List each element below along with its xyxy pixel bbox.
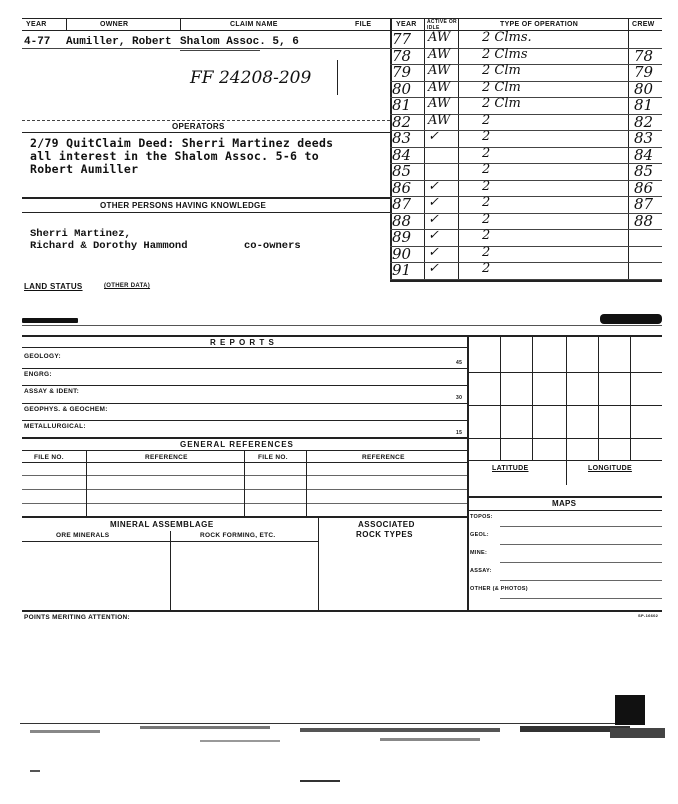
mineral-top-rule: [22, 516, 467, 518]
activity-year: 89: [392, 228, 412, 246]
map-label: GEOL:: [470, 532, 489, 538]
activity-type: 2 Clms: [482, 46, 528, 62]
header-active-idle: ACTIVE OR IDLE: [427, 19, 457, 31]
mineral-assemblage-title: MINERAL ASSEMBLAGE: [110, 520, 214, 529]
col-divider: [628, 18, 629, 280]
activity-year: 78: [392, 46, 412, 65]
grid-line: [467, 460, 662, 461]
maps-title-rule: [467, 510, 662, 511]
form-code: SP-16602: [638, 613, 659, 618]
col-divider: [66, 18, 67, 30]
activity-type: 2 Clm: [482, 79, 521, 95]
activity-status: ✓: [428, 178, 439, 194]
genref-col-line: [86, 450, 87, 516]
activity-type: 2: [482, 261, 491, 276]
operators-title: OPERATORS: [172, 122, 225, 131]
maps-title: MAPS: [552, 499, 577, 508]
rock-forming-label: ROCK FORMING, ETC.: [200, 532, 276, 539]
map-row-rule: [500, 562, 662, 563]
operators-line-2: all interest in the Shalom Assoc. 5-6 to: [30, 149, 319, 163]
operators-top-rule: [22, 120, 390, 121]
header-owner: OWNER: [100, 21, 129, 28]
activity-year: 90: [392, 244, 412, 263]
grid-line: [467, 405, 662, 406]
activity-status: AW: [428, 30, 451, 45]
activity-type: 2 Clms.: [482, 30, 532, 45]
activity-type: 2: [482, 112, 491, 128]
latitude-label: LATITUDE: [492, 465, 529, 472]
land-status-label: LAND STATUS: [24, 282, 83, 291]
scan-smudge: [22, 318, 78, 323]
activity-status: ✓: [428, 211, 439, 227]
report-row-rule: [22, 420, 467, 421]
file-reference-handwritten: FF 24208-209: [190, 68, 312, 88]
mineral-col-line: [318, 516, 319, 610]
col-divider: [458, 18, 459, 280]
report-label: METALLURGICAL:: [24, 423, 86, 430]
col-divider: [424, 18, 425, 280]
reports-right-border: [467, 335, 469, 610]
genref-top-rule: [22, 437, 467, 439]
activity-crew: 82: [634, 112, 654, 131]
report-row-rule: [22, 385, 467, 386]
map-label: MINE:: [470, 550, 488, 556]
activity-year: 80: [392, 79, 412, 98]
points-meriting-attention: POINTS MERITING ATTENTION:: [24, 614, 131, 621]
activity-status: ✓: [428, 195, 439, 210]
activity-type: 2 Clm: [482, 63, 521, 78]
report-number: 15: [456, 430, 463, 436]
claim-name-underline: [180, 50, 260, 51]
activity-status: ✓: [428, 129, 439, 144]
operators-line-1: 2/79 QuitClaim Deed: Sherri Martinez deeds: [30, 136, 334, 150]
activity-type: 2: [482, 228, 491, 243]
grid-line: [598, 335, 599, 460]
grid-line: [630, 335, 631, 460]
map-label: TOPOS:: [470, 514, 493, 520]
grid-line: [566, 335, 567, 485]
activity-crew: 83: [634, 129, 654, 147]
longitude-label: LONGITUDE: [588, 465, 632, 472]
header-claim-name: CLAIM NAME: [230, 21, 278, 28]
file-bracket: [337, 60, 338, 95]
report-label: GEOLOGY:: [24, 353, 61, 360]
report-label: GEOPHYS. & GEOCHEM:: [24, 405, 108, 413]
header-file: FILE: [355, 21, 372, 28]
header-bottom-rule: [22, 30, 662, 31]
activity-type: 2: [482, 195, 491, 210]
associated-sub: ROCK TYPES: [356, 530, 414, 539]
claim-year: 4-77: [24, 36, 51, 48]
activity-type: 2 Clm: [482, 96, 521, 111]
associated-title: ASSOCIATED: [358, 520, 415, 529]
activity-crew: 88: [634, 211, 654, 230]
activity-year: 81: [392, 96, 412, 114]
header-year: YEAR: [26, 21, 47, 28]
ore-minerals-label: ORE MINERALS: [56, 532, 110, 539]
header-crew: CREW: [632, 21, 655, 28]
activity-year: 79: [392, 63, 412, 81]
top-border: [22, 18, 662, 19]
report-number: 45: [456, 360, 463, 366]
activity-type: 2: [482, 145, 491, 161]
activity-year: 87: [392, 195, 412, 213]
grid-line: [467, 372, 662, 373]
others-line-2: Richard & Dorothy Hammond: [30, 240, 188, 252]
activity-status: AW: [428, 79, 451, 95]
activity-type: 2: [482, 129, 491, 144]
activity-bottom-rule: [390, 280, 662, 282]
report-row-rule: [22, 403, 467, 404]
claim-underline: [22, 48, 390, 49]
activity-type: 2: [482, 162, 491, 177]
header-type-of-operation: TYPE OF OPERATION: [500, 21, 579, 28]
genref-col-line: [306, 450, 307, 516]
reports-title-rule: [22, 347, 467, 348]
reports-title: R E P O R T S: [210, 338, 275, 347]
map-row-rule: [500, 544, 662, 545]
activity-status: ✓: [428, 244, 439, 260]
activity-type: 2: [482, 211, 491, 227]
mineral-col-line: [170, 531, 171, 610]
activity-year: 88: [392, 211, 412, 230]
activity-year: 85: [392, 162, 412, 180]
map-row-rule: [500, 598, 662, 599]
activity-crew: 80: [634, 79, 654, 98]
claim-name: Shalom Assoc. 5, 6: [180, 36, 299, 48]
activity-crew: 86: [634, 178, 654, 197]
genref-col-ref-1: REFERENCE: [145, 454, 188, 461]
activity-year: 82: [392, 112, 412, 131]
col-divider: [180, 18, 181, 30]
header-year-2: YEAR: [396, 21, 417, 28]
scan-noise: [0, 690, 678, 800]
map-label: ASSAY:: [470, 568, 492, 574]
grid-line: [500, 335, 501, 460]
activity-status: AW: [428, 46, 451, 62]
land-status-rule: [22, 325, 662, 326]
general-references-title: GENERAL REFERENCES: [180, 440, 294, 449]
grid-line: [467, 438, 662, 439]
activity-year: 83: [392, 129, 412, 147]
activity-crew: 81: [634, 96, 654, 114]
claim-owner: Aumiller, Robert: [66, 36, 172, 48]
activity-year: 84: [392, 145, 412, 164]
activity-crew: 84: [634, 145, 654, 164]
activity-crew: 85: [634, 162, 654, 180]
activity-status: AW: [428, 112, 451, 128]
report-label: ENGRG:: [24, 370, 52, 378]
genref-col-file-2: FILE NO.: [258, 454, 288, 461]
map-row-rule: [500, 580, 662, 581]
activity-type: 2: [482, 244, 491, 260]
land-status-sub: (OTHER DATA): [104, 283, 151, 289]
activity-crew: 79: [634, 63, 654, 81]
report-label: ASSAY & IDENT:: [24, 388, 80, 395]
activity-row-rule: [390, 163, 662, 164]
operators-title-rule: [22, 132, 390, 133]
activity-status: AW: [428, 96, 451, 111]
activity-status: AW: [428, 63, 451, 78]
others-title-rule: [22, 212, 390, 213]
map-label: OTHER (& PHOTOS): [470, 586, 528, 592]
others-top-rule: [22, 197, 390, 199]
others-coowners: co-owners: [244, 240, 301, 252]
genref-col-line: [244, 450, 245, 516]
scan-smudge: [600, 314, 662, 324]
activity-type: 2: [482, 178, 491, 194]
activity-row-rule: [390, 147, 662, 148]
activity-year: 91: [392, 261, 412, 279]
activity-crew: 87: [634, 195, 654, 213]
bottom-rule: [22, 610, 662, 612]
activity-year: 86: [392, 178, 412, 197]
maps-top-rule: [467, 496, 662, 498]
others-line-1: Sherri Martinez,: [30, 228, 131, 240]
grid-line: [532, 335, 533, 460]
genref-col-ref-2: REFERENCE: [362, 454, 405, 461]
activity-status: ✓: [428, 228, 439, 243]
genref-col-file-1: FILE NO.: [34, 454, 64, 461]
report-row-rule: [22, 368, 467, 369]
operators-line-3: Robert Aumiller: [30, 162, 139, 176]
others-title: OTHER PERSONS HAVING KNOWLEDGE: [100, 201, 267, 210]
activity-year: 77: [392, 30, 412, 48]
map-row-rule: [500, 526, 662, 527]
activity-crew: 78: [634, 46, 654, 65]
activity-status: ✓: [428, 261, 439, 276]
report-number: 30: [456, 395, 463, 401]
